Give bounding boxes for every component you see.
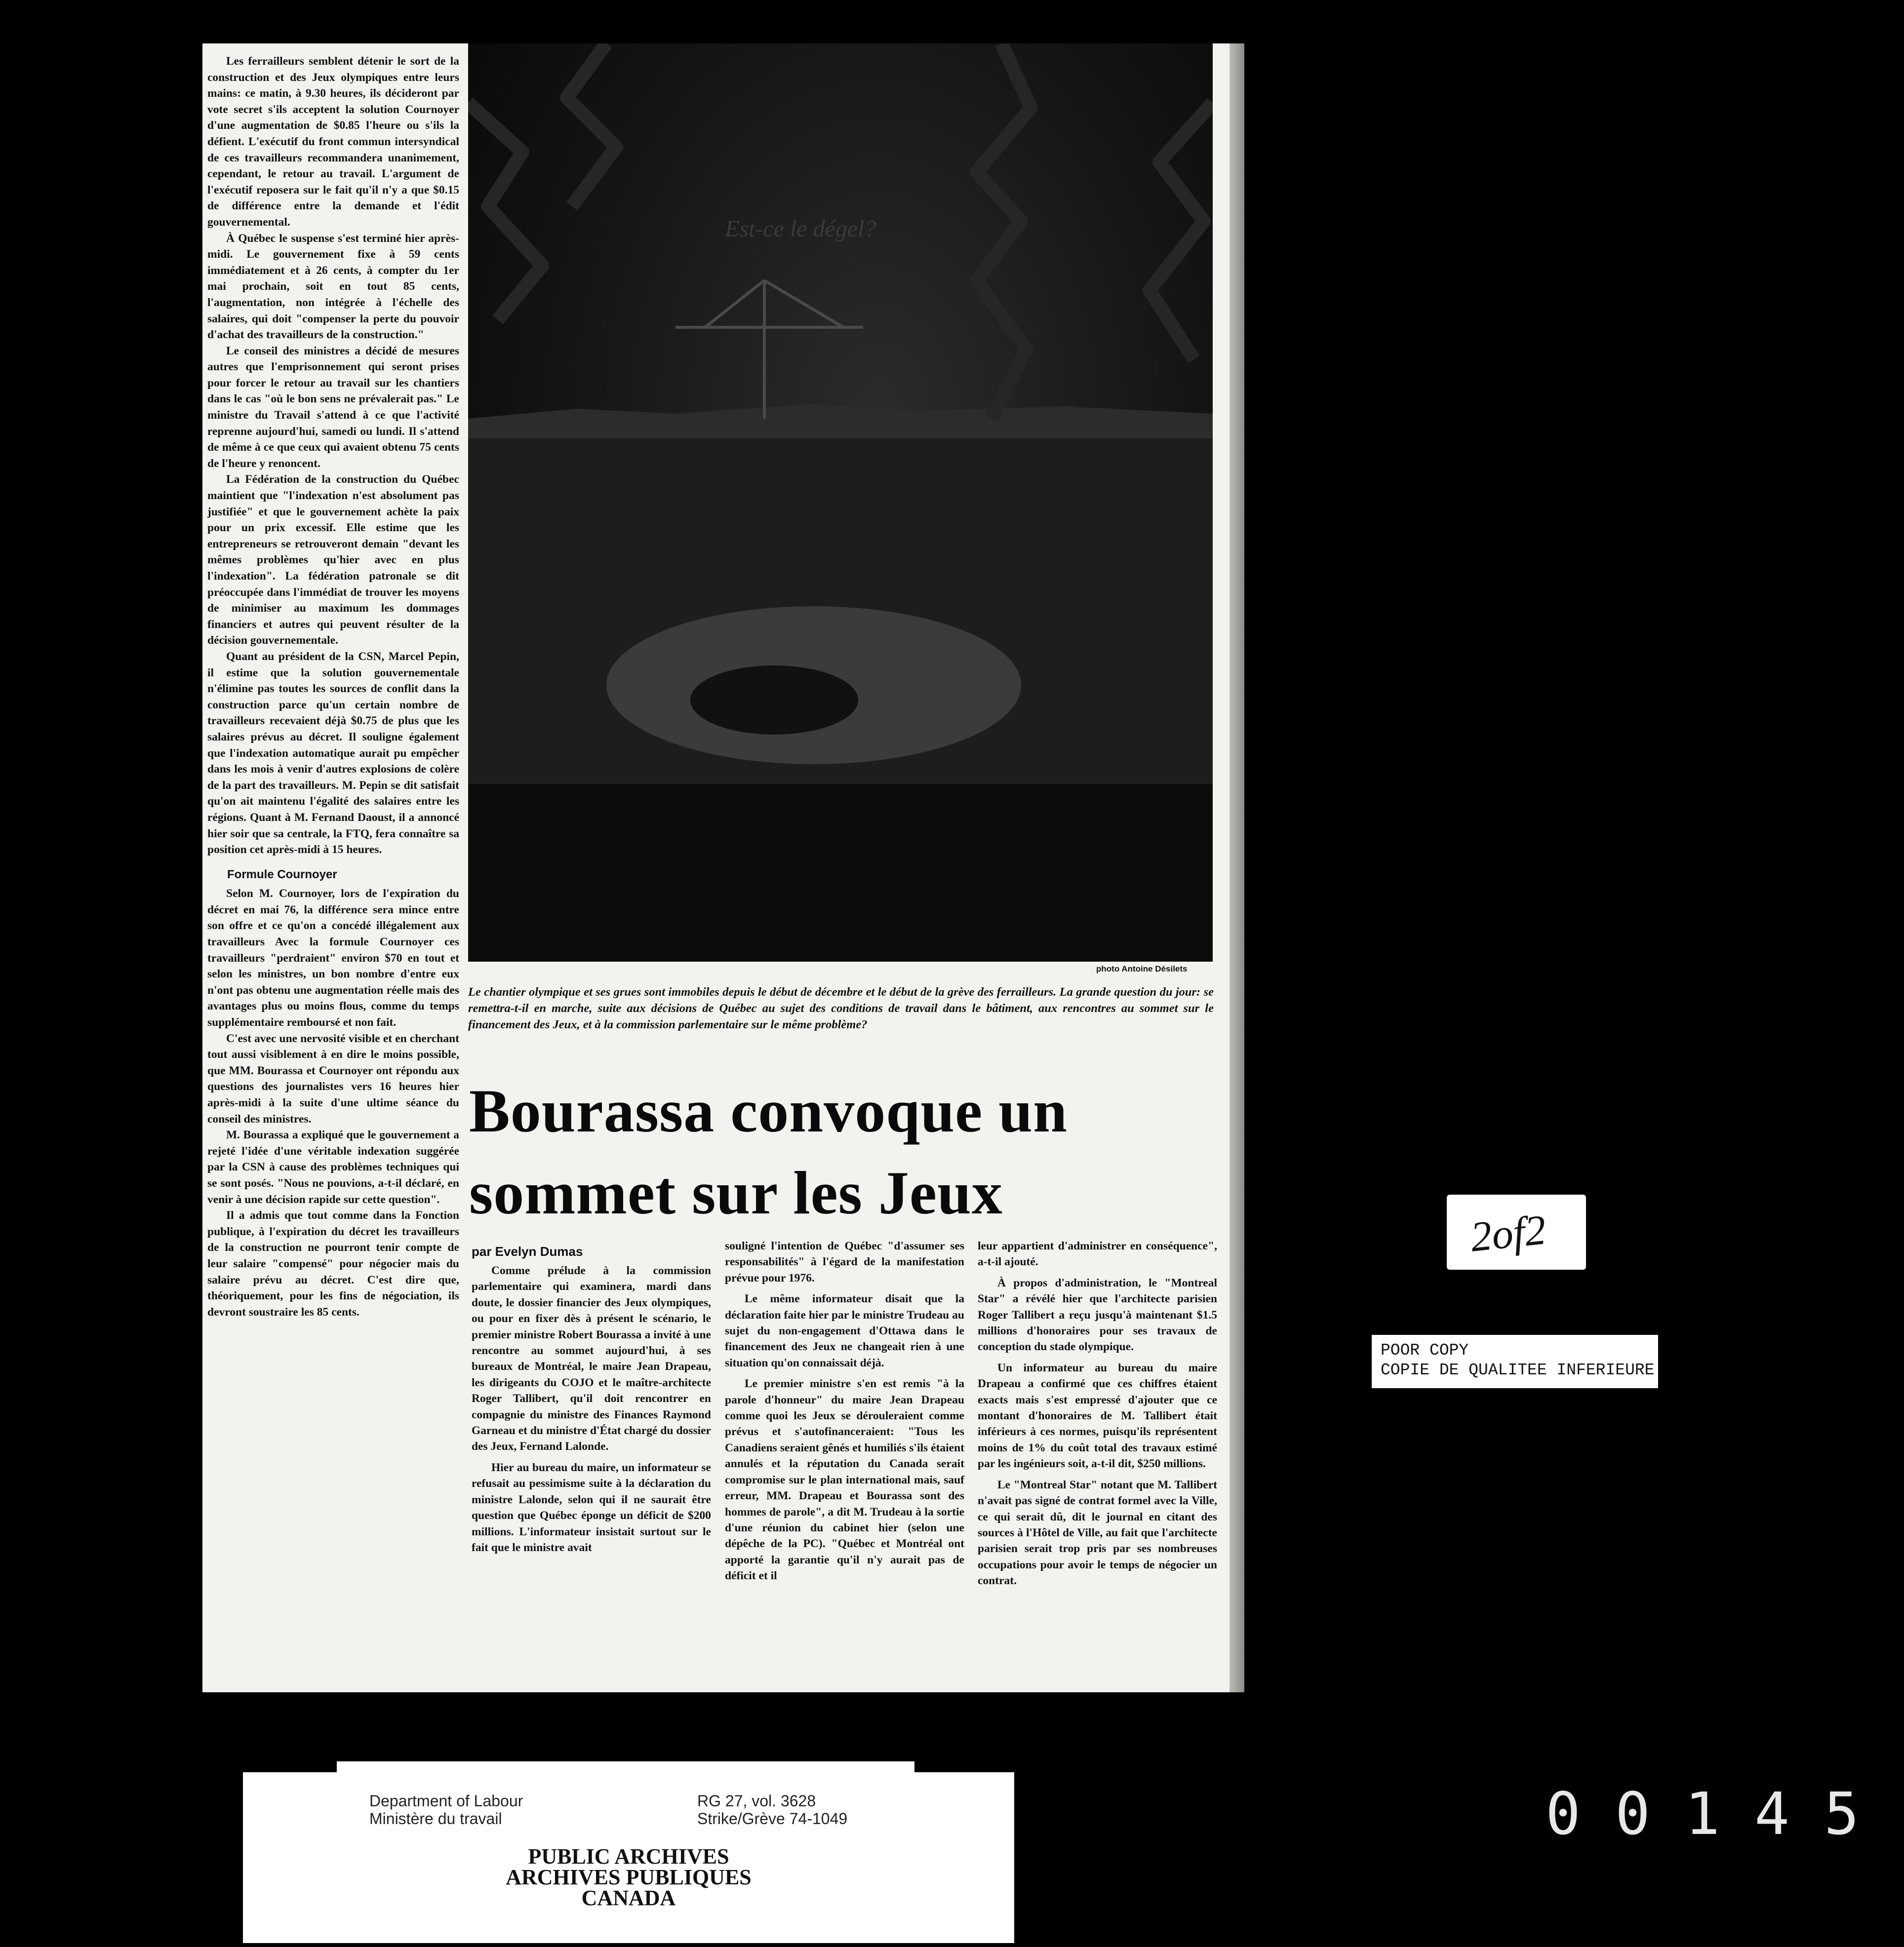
- paragraph: À propos d'administration, le "Montreal Star" a révélé hier que l'architecte parisien Roger Tallibert a reçu jusqu'à maintenant $1.5 millions d'honoraires pour ses travaux de conception du stade olympique.: [978, 1276, 1217, 1354]
- construction-site-photo: [468, 43, 1213, 962]
- subhead: Formule Cournoyer: [227, 867, 337, 881]
- paragraph: Il a admis que tout comme dans la Fonction publique, à l'expiration du décret les travailleurs de la construction ne pourront tenir compte de leur salaire "compensé" pour négocier mais du salaire prévu au décret. C'est dire que, théoriquement, pour les fins de négociation, ils devront soustraire les 85 cents.: [207, 1209, 459, 1319]
- headline: [469, 1070, 1215, 1234]
- photo-caption: Le chantier olympique et ses grues sont immobiles depuis le début de décembre et le début de la grève des ferrailleurs. La grande question du jour: se remettra-t-il en marche, suite aux décisions de Québec au sujet des conditions de travail dans le bâtiment, aux rencontres au sommet sur le financement des Jeux, et à la commission parlementaire sur le même problème?: [468, 985, 1214, 1031]
- reference-label: [697, 1792, 847, 1828]
- paragraph: Un informateur au bureau du maire Drapeau a confirmé que ces chiffres étaient exacts mais s'est empressé d'ajouter que ce montant d'honoraires de M. Tallibert était inférieurs à ces normes, puisqu'ils représentent moins de 1% du coût total des travaux estimé par les ingénieurs soit, a-t-il dit, $250 millions.: [978, 1361, 1217, 1471]
- headline-line-1: Bourassa convoque un: [469, 1077, 1068, 1145]
- page-label: 2of2: [1468, 1206, 1548, 1261]
- public-archives-title: [243, 1846, 1014, 1908]
- article-column-3: [978, 1238, 1217, 1594]
- paragraph: La Fédération de la construction du Québec maintient que "l'indexation n'est absolument pas justifiée" et que le gouvernement achète la paix pour un prix excessif. Elle estime que les entrepreneurs se retrouveront demain "devant les mêmes problèmes qu'hier avec en plus l'indexation". La fédération patronale se dit préoccupée dans l'immédiat de trouver les moyens de minimiser au maximum les dommages financiers et autres qui peuvent résulter de la décision gouvernementale.: [207, 473, 459, 647]
- reference-volume: RG 27, vol. 3628: [697, 1792, 816, 1810]
- left-column-article: [207, 53, 459, 1320]
- paragraph: Selon M. Cournoyer, lors de l'expiration du décret en mai 76, la différence sera mince entre son offre et ce qu'on a concédé illégalement aux travailleurs Avec la formule Cournoyer ces travailleurs "perdraient" environ $70 en tout et selon les ministres, un bon nombre d'entre eux n'ont pas obtenu une augmentation réelle mais des avantages plus ou moins flous, comme du temps supplémentaire remboursé et non fait.: [207, 887, 459, 1029]
- photo-overlay-text: Est-ce le dégel?: [725, 216, 876, 242]
- byline: par Evelyn Dumas: [472, 1244, 583, 1259]
- paragraph: Quant au président de la CSN, Marcel Pepin, il estime que la solution gouvernementale n'élimine pas toutes les sources de conflit dans la construction parce qu'un certain nombre de travailleurs recevaient déjà $0.75 de plus que les salaires prévus au décret. Il souligne également que l'indexation automatique aurait pu empêcher dans les mois à venir d'autres explosions de colère de la part des travailleurs. M. Pepin se dit satisfait qu'on ait maintenu l'égalité des salaires entre les régions. Quant à M. Fernand Daoust, il a annoncé hier soir que sa centrale, la FTQ, fera connaître sa position cet après-midi à 15 heures.: [207, 650, 459, 857]
- paragraph: M. Bourassa a expliqué que le gouvernement a rejeté l'idée d'une véritable indexation suggérée par la CSN à cause des problèmes techniques qui se sont posés. "Nous ne pouvions, a-t-il déclaré, en venir à une décision rapide sur cette question".: [207, 1129, 459, 1206]
- article-column-1: [472, 1263, 711, 1560]
- public-archives-country: CANADA: [581, 1886, 676, 1910]
- paragraph: C'est avec une nervosité visible et en cherchant tout aussi visiblement à en dire le moins possible, que MM. Bourassa et Cournoyer ont répondu aux questions des journalistes vers 16 heures hier après-midi à la suite d'une ultime séance du conseil des ministres.: [207, 1032, 459, 1126]
- paragraph: Comme prélude à la commission parlementaire qui examinera, mardi dans doute, le dossier financier des Jeux olympiques, ou pour en fixer dès à présent le scénario, le premier ministre Robert Bourassa a invité à une rencontre au sommet aujourd'hui, à ses bureaux de Montréal, le maire Jean Drapeau, les dirigeants du COJO et le maître-architecte Roger Tallibert, qu'il doit rencontrer en compagnie du ministre des Finances Raymond Garneau et du ministre d'État chargé du dossier des Jeux, Fernand Lalonde.: [472, 1264, 711, 1453]
- department-label: [369, 1792, 523, 1828]
- department-en: Department of Labour: [369, 1792, 523, 1810]
- department-fr: Ministère du travail: [369, 1810, 502, 1828]
- stamp-tab: [337, 1761, 914, 1781]
- paragraph: leur appartient d'administrer en conséquence", a-t-il ajouté.: [978, 1240, 1217, 1269]
- reference-strike: Strike/Grève 74-1049: [697, 1810, 848, 1828]
- poor-copy-notice: [1372, 1335, 1658, 1388]
- page-label-card: [1447, 1195, 1586, 1270]
- archive-stamp: [243, 1772, 1014, 1943]
- public-archives-en: PUBLIC ARCHIVES: [528, 1844, 729, 1869]
- paragraph: Le "Montreal Star" notant que M. Tallibert n'avait pas signé de contrat formel avec la Ville, ce qui serait dû, dit le journal en citant des sources à l'Hôtel de Ville, au fait que l'architecte parisien serait trop pris par ses nombreuses occupations pour avoir le temps de négocier un contrat.: [978, 1478, 1217, 1588]
- article-column-2: [725, 1238, 964, 1589]
- frame-number: 00145: [1546, 1780, 1894, 1848]
- paragraph: Le même informateur disait que la déclaration faite hier par le ministre Trudeau au sujet du non-engagement d'Ottawa dans le financement des Jeux ne changeait rien à une situation qu'on connaissait déjà.: [725, 1292, 964, 1369]
- poor-copy-line-fr: COPIE DE QUALITEE INFERIEURE: [1381, 1361, 1655, 1379]
- paragraph: souligné l'intention de Québec "d'assumer ses responsabilités" à l'égard de la manifestation prévue pour 1976.: [725, 1240, 964, 1285]
- paragraph: Le conseil des ministres a décidé de mesures autres que l'emprisonnement qui seront prises pour forcer le retour au travail sur les chantiers dans le cas "où le bon sens ne prévalerait pas." Le ministre du Travail s'attend à ce que l'activité reprenne aujourd'hui, samedi ou lundi. Il s'attend de même à ce que ceux qui avaient obtenu 75 cents de l'heure y renoncent.: [207, 344, 459, 470]
- paragraph: Le premier ministre s'en est remis "à la parole d'honneur" du maire Jean Drapeau comme quoi les Jeux se dérouleraient comme prévus et s'autofinanceraient: "Tous les Canadiens seraient gênés et humiliés s'ils étaient annulés et la réputation du Canada serait compromise sur le plan international mais, sauf erreur, MM. Drapeau et Bourassa sont des hommes de parole", a dit M. Trudeau à la sortie d'une réunion du cabinet hier (selon une dépêche de la PC). "Québec et Montréal ont apporté la garantie qu'il n'y aurait pas de déficit et il: [725, 1377, 964, 1583]
- paragraph: Les ferrailleurs semblent détenir le sort de la construction et des Jeux olympiques entre leurs mains: ce matin, à 9.30 heures, ils décideront par vote secret s'ils acceptent la solution Cournoyer d'une augmentation de $0.85 l'heure ou s'ils la défient. L'exécutif du front commun intersyndical de ces travailleurs recommandera unanimement, cependant, le retour au travail. L'argument de l'exécutif reposera sur le fait qu'il n'y a que $0.15 de différence entre la demande et l'édit gouvernemental.: [207, 55, 459, 229]
- poor-copy-line-en: POOR COPY: [1381, 1341, 1469, 1360]
- newspaper-clipping: [202, 43, 1244, 1692]
- paragraph: Hier au bureau du maire, un informateur se refusait au pessimisme suite à la déclaration du ministre Lalonde, selon qui il ne saurait être question que Québec éponge un déficit de $200 millions. L'informateur insistait surtout sur le fait que le ministre avait: [472, 1461, 711, 1554]
- headline-line-2: sommet sur les Jeux: [469, 1159, 1003, 1227]
- photo-illustration: [468, 43, 1213, 962]
- photo-credit: photo Antoine Désilets: [1096, 964, 1188, 974]
- paragraph: À Québec le suspense s'est terminé hier après-midi. Le gouvernement fixe à 59 cents immédiatement et à 26 cents, à compter du 1er mai prochain, soit en tout 85 cents, l'augmentation, non intégrée à l'échelle des salaires, qui doit "compenser la perte du pouvoir d'achat des travailleurs de la construction.": [207, 232, 459, 342]
- public-archives-fr: ARCHIVES PUBLIQUES: [506, 1865, 752, 1889]
